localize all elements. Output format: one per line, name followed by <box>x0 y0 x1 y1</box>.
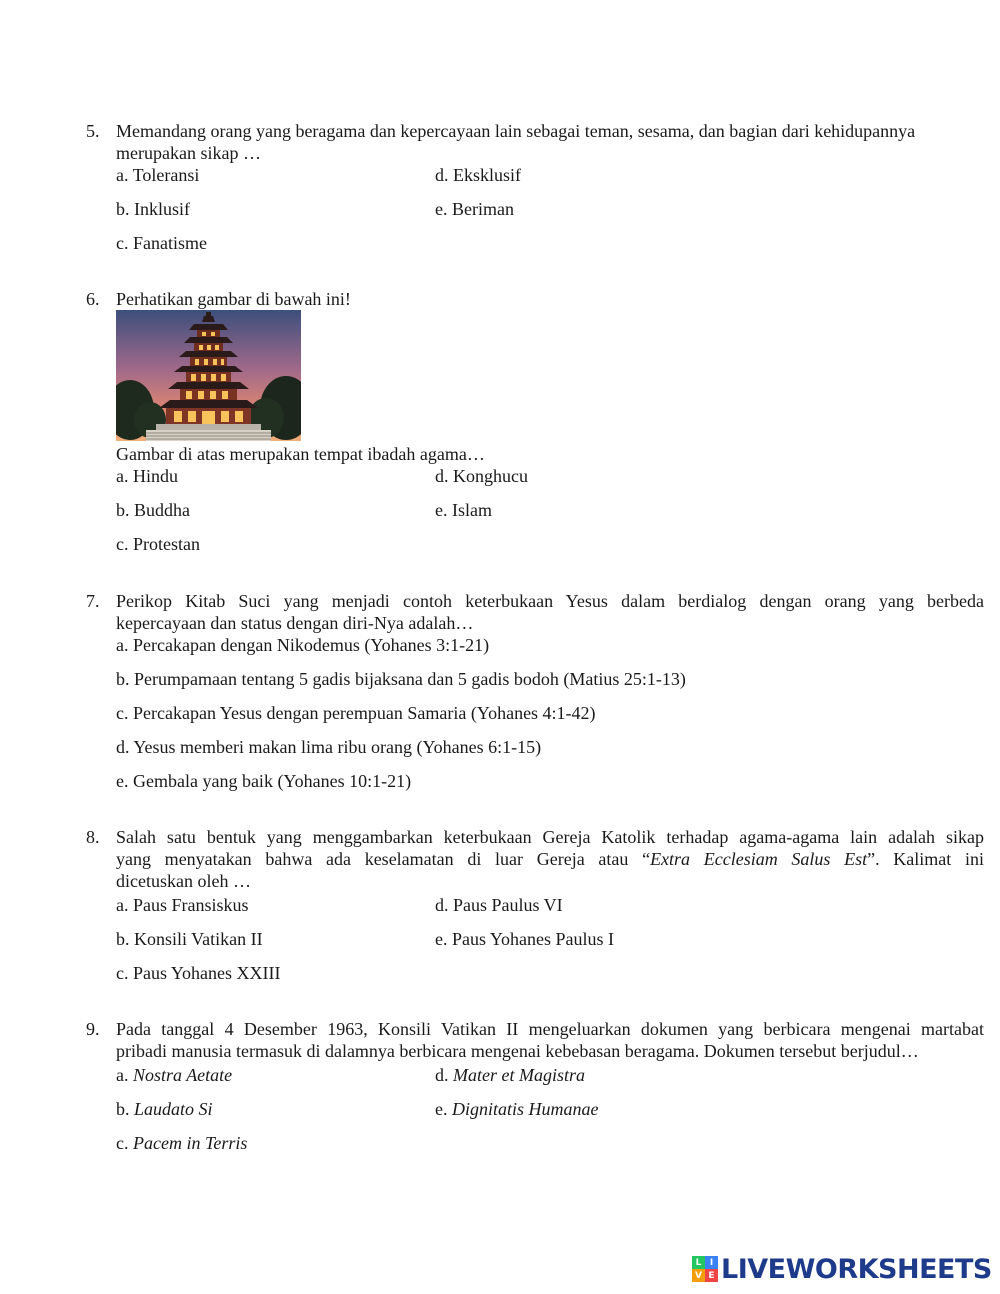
question-number: 8. <box>86 827 100 847</box>
question-stem-line: Pada tanggal 4 Desember 1963, Konsili Vatikan II mengeluarkan dokumen yang berbicara mengenai martabat <box>116 1019 984 1039</box>
option-e[interactable]: e. Paus Yohanes Paulus I <box>435 929 615 949</box>
question-followup: Gambar di atas merupakan tempat ibadah agama… <box>116 444 485 464</box>
option-b[interactable]: b. Inklusif <box>116 199 190 219</box>
question-stem-line: Perikop Kitab Suci yang menjadi contoh keterbukaan Yesus dalam berdialog dengan orang yang berbeda <box>116 591 984 611</box>
option-e[interactable]: e. Beriman <box>435 199 514 219</box>
option-letter: d. <box>435 1065 449 1085</box>
option-d[interactable]: d. Konghucu <box>435 466 528 486</box>
option-e[interactable] <box>435 1098 599 1120</box>
option-letter: e. <box>435 1099 448 1119</box>
question-stem-line: merupakan sikap … <box>116 143 261 163</box>
option-c[interactable]: c. Paus Yohanes XXIII <box>116 963 281 983</box>
liveworksheets-logo[interactable] <box>692 1254 992 1284</box>
option-b[interactable]: b. Buddha <box>116 500 190 520</box>
option-b[interactable]: b. Konsili Vatikan II <box>116 929 263 949</box>
question-number: 7. <box>86 591 100 611</box>
option-d[interactable]: d. Eksklusif <box>435 165 522 185</box>
question-stem-line: Salah satu bentuk yang menggambarkan keterbukaan Gereja Katolik terhadap agama-agama lain adalah sikap <box>116 827 984 847</box>
question-stem-line: Memandang orang yang beragama dan kepercayaan lain sebagai teman, sesama, dan bagian dari kehidupannya <box>116 121 916 141</box>
option-d[interactable]: d. Yesus memberi makan lima ribu orang (Yohanes 6:1-15) <box>116 737 542 757</box>
question-stem-line: Perhatikan gambar di bawah ini! <box>116 289 351 309</box>
live-logo-icon <box>692 1256 718 1282</box>
option-e[interactable]: e. Gembala yang baik (Yohanes 10:1-21) <box>116 771 412 791</box>
logo-letter: E <box>705 1269 718 1282</box>
option-d[interactable] <box>435 1064 585 1086</box>
option-a[interactable] <box>116 1064 232 1086</box>
option-text: Pacem in Terris <box>133 1133 248 1153</box>
logo-letter: V <box>692 1269 705 1282</box>
brand-name: LIVEWORKSHEETS <box>721 1253 992 1285</box>
question-stem-line <box>116 848 984 870</box>
option-text: Nostra Aetate <box>133 1065 233 1085</box>
stem-text: yang menyatakan bahwa ada keselamatan di luar Gereja atau “ <box>116 849 651 869</box>
logo-letter: I <box>705 1256 718 1269</box>
option-c[interactable]: c. Protestan <box>116 534 200 554</box>
option-d[interactable]: d. Paus Paulus VI <box>435 895 563 915</box>
option-c[interactable]: c. Fanatisme <box>116 233 207 253</box>
option-text: Mater et Magistra <box>453 1065 585 1085</box>
option-text: Dignitatis Humanae <box>452 1099 599 1119</box>
option-a[interactable]: a. Hindu <box>116 466 178 486</box>
option-a[interactable]: a. Paus Fransiskus <box>116 895 249 915</box>
option-letter: b. <box>116 1099 130 1119</box>
option-letter: a. <box>116 1065 129 1085</box>
question-stem-line: pribadi manusia termasuk di dalamnya berbicara mengenai kebebasan beragama. Dokumen tersebut berjudul… <box>116 1041 919 1061</box>
question-number: 9. <box>86 1019 100 1039</box>
question-number: 5. <box>86 121 100 141</box>
latin-phrase: Extra Ecclesiam Salus Est <box>650 849 868 869</box>
option-b[interactable] <box>116 1098 213 1120</box>
logo-letter: L <box>692 1256 705 1269</box>
pagoda-temple-image <box>116 310 301 441</box>
stem-text: ”. Kalimat ini <box>867 849 984 869</box>
option-e[interactable]: e. Islam <box>435 500 492 520</box>
option-letter: c. <box>116 1133 129 1153</box>
question-number: 6. <box>86 289 100 309</box>
option-c[interactable]: c. Percakapan Yesus dengan perempuan Samaria (Yohanes 4:1-42) <box>116 703 596 723</box>
option-text: Laudato Si <box>134 1099 213 1119</box>
option-a[interactable]: a. Toleransi <box>116 165 200 185</box>
option-c[interactable] <box>116 1132 247 1154</box>
option-b[interactable]: b. Perumpamaan tentang 5 gadis bijaksana dan 5 gadis bodoh (Matius 25:1-13) <box>116 669 686 689</box>
option-a[interactable]: a. Percakapan dengan Nikodemus (Yohanes 3:1-21) <box>116 635 490 655</box>
question-stem-line: dicetuskan oleh … <box>116 871 251 891</box>
question-stem-line: kepercayaan dan status dengan diri-Nya adalah… <box>116 613 474 633</box>
